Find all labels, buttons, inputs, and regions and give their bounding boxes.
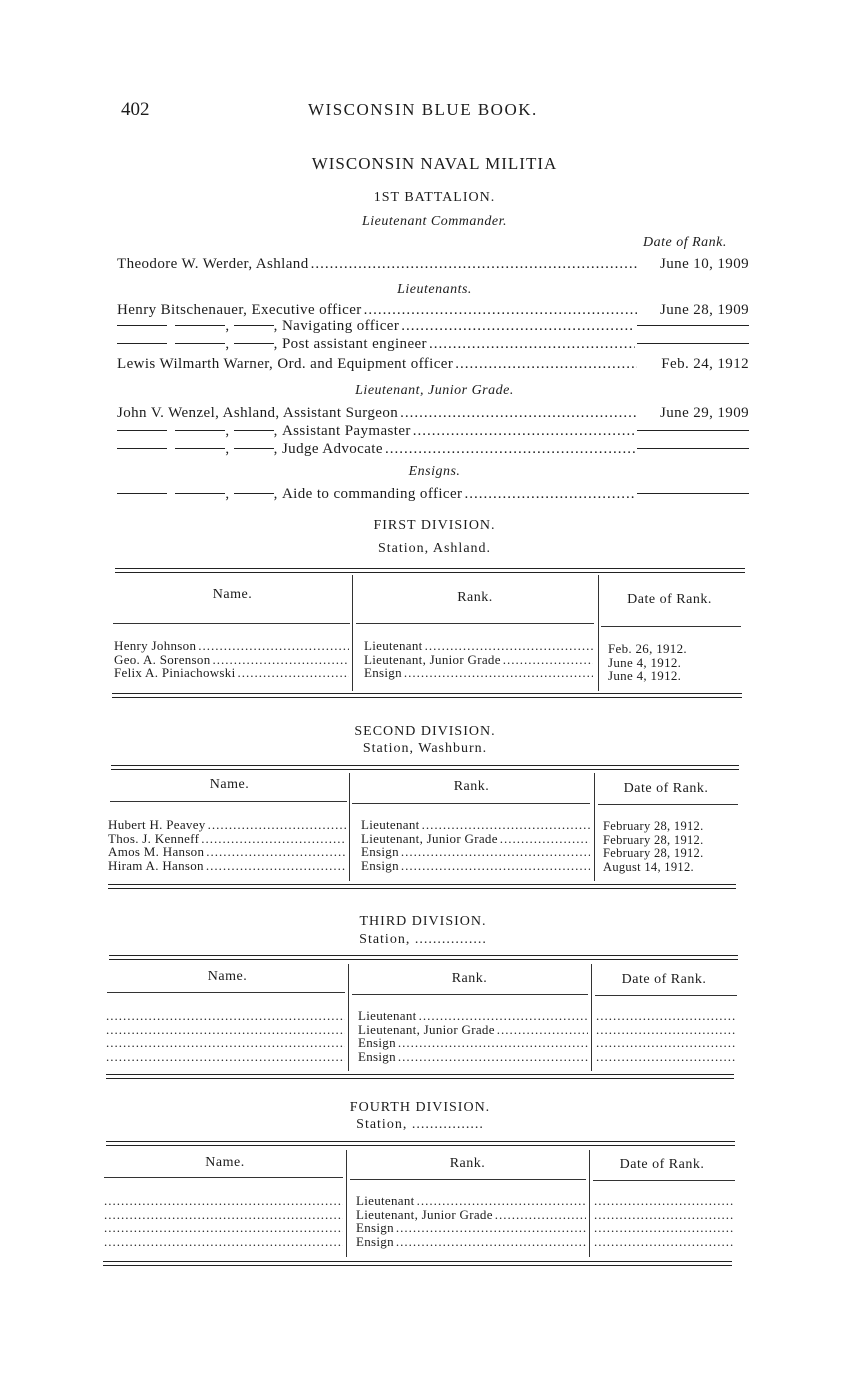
table-row: Lieutenant ..... <box>356 1194 586 1208</box>
section-lieutenants: Lieutenants. <box>397 282 472 297</box>
column-header-rank: Rank. <box>453 779 490 794</box>
column-header-name: Name. <box>209 777 250 792</box>
table-row: Lieutenant ..... <box>358 1009 588 1023</box>
officer-date: June 29, 1909 <box>660 405 749 421</box>
table-row: Ensign ..... <box>356 1235 586 1249</box>
table-row: Ensign ..... <box>358 1036 588 1050</box>
division-station: Station, Ashland. <box>377 541 492 556</box>
table-row: February 28, 1912. <box>603 819 704 833</box>
table-row: Amos M. Hanson ..... <box>108 845 346 859</box>
table-row: Ensign ..... <box>358 1050 588 1064</box>
table-row: June 4, 1912. <box>608 654 682 670</box>
section-lt-commander: Lieutenant Commander. <box>361 214 508 229</box>
name-column <box>104 1194 343 1248</box>
column-header-rank: Rank. <box>457 590 493 605</box>
table-row <box>596 1023 737 1037</box>
officer-label: Post assistant engineer <box>281 336 427 352</box>
date-column <box>603 820 737 874</box>
table-row <box>106 1036 345 1050</box>
officer-label: Theodore W. Werder, Ashland <box>117 256 309 272</box>
rank-column <box>361 818 590 872</box>
table-row: Hubert H. Peavey ..... <box>108 818 346 832</box>
table-row: Lieutenant ..... <box>361 818 590 832</box>
table-row: Ensign ..... <box>361 859 590 873</box>
table-row <box>106 1009 345 1023</box>
table-row: February 28, 1912. <box>603 846 704 860</box>
battalion-heading: 1ST BATTALION. <box>373 190 496 205</box>
date-of-rank-heading: Date of Rank. <box>643 235 727 250</box>
column-header-date: Date of Rank. <box>623 781 709 796</box>
officer-line-vacant: , , Assistant Paymaster ..... <box>117 423 749 440</box>
division-title: FIRST DIVISION. <box>373 518 496 533</box>
rank-column <box>356 1194 586 1248</box>
table-row <box>594 1235 735 1249</box>
officer-line-vacant: , , Judge Advocate ..... <box>117 441 749 458</box>
table-row: Lieutenant, Junior Grade ..... <box>358 1023 588 1037</box>
table-row <box>104 1235 343 1249</box>
table-row <box>594 1221 735 1235</box>
division-station: Station, ................ <box>356 1117 484 1132</box>
officer-label: Navigating officer <box>281 318 400 334</box>
column-header-date: Date of Rank. <box>621 972 707 987</box>
column-header-rank: Rank. <box>449 1156 486 1171</box>
officer-label: Judge Advocate <box>281 441 383 457</box>
table-row: Geo. A. Sorenson ..... <box>114 653 349 667</box>
table-row <box>596 1050 737 1064</box>
name-column <box>114 639 349 680</box>
running-title: WISCONSIN BLUE BOOK. <box>308 100 538 119</box>
table-row: Lieutenant, Junior Grade ..... <box>356 1208 586 1222</box>
column-header-date: Date of Rank. <box>619 1157 705 1172</box>
rank-column <box>364 639 593 680</box>
table-row: Hiram A. Hanson ..... <box>108 859 346 873</box>
officer-date: June 10, 1909 <box>660 256 749 272</box>
officer-label: Henry Bitschenauer, Executive officer <box>117 302 362 318</box>
division-title: SECOND DIVISION. <box>354 724 496 739</box>
table-row <box>596 1009 737 1023</box>
column-header-name: Name. <box>207 969 248 984</box>
officer-label: Assistant Paymaster <box>281 423 411 439</box>
date-column <box>594 1194 735 1248</box>
division-title: THIRD DIVISION. <box>359 914 487 929</box>
page-title: WISCONSIN NAVAL MILITIA <box>311 154 558 173</box>
date-column <box>608 642 738 683</box>
officer-line <box>117 356 749 373</box>
table-row <box>106 1023 345 1037</box>
date-column <box>596 1009 737 1063</box>
table-row: Lieutenant, Junior Grade ..... <box>361 832 590 846</box>
table-row: Thos. J. Kenneff ..... <box>108 832 346 846</box>
table-row: Henry Johnson ..... <box>114 639 349 653</box>
table-row <box>596 1036 737 1050</box>
table-row <box>104 1221 343 1235</box>
name-column <box>106 1009 345 1063</box>
officer-date: Feb. 24, 1912 <box>661 356 749 372</box>
division-title: FOURTH DIVISION. <box>349 1100 491 1115</box>
table-row <box>104 1194 343 1208</box>
column-header-name: Name. <box>205 1155 245 1170</box>
officer-label: Lewis Wilmarth Warner, Ord. and Equipment officer <box>117 356 454 372</box>
rank-column <box>358 1009 588 1063</box>
column-header-date: Date of Rank. <box>627 592 712 607</box>
page-number: 402 <box>121 99 150 120</box>
officer-line <box>117 256 749 273</box>
table-row: August 14, 1912. <box>603 859 694 874</box>
section-lt-junior: Lieutenant, Junior Grade. <box>355 383 514 398</box>
officer-label: Aide to commanding officer <box>281 486 463 502</box>
table-row: Ensign ..... <box>356 1221 586 1235</box>
officer-label: John V. Wenzel, Ashland, Assistant Surgeon <box>117 405 399 421</box>
table-row: February 28, 1912. <box>603 832 704 847</box>
table-row: Lieutenant ..... <box>364 639 593 653</box>
table-row <box>594 1194 735 1208</box>
name-column <box>108 818 346 872</box>
officer-date: June 28, 1909 <box>660 302 749 318</box>
table-row: Lieutenant, Junior Grade ..... <box>364 653 593 667</box>
table-row: Ensign ..... <box>364 666 593 680</box>
column-header-rank: Rank. <box>451 971 488 986</box>
division-station: Station, Washburn. <box>362 741 488 756</box>
column-header-name: Name. <box>212 587 253 602</box>
division-station: Station, ................ <box>359 932 487 947</box>
table-row <box>594 1208 735 1222</box>
table-row: Felix A. Piniachowski ..... <box>114 666 349 680</box>
table-row: Ensign ..... <box>361 845 590 859</box>
officer-line-vacant: , , Navigating officer ..... <box>117 318 749 335</box>
table-row: Feb. 26, 1912. <box>608 641 687 656</box>
officer-line <box>117 302 749 319</box>
table-row <box>106 1050 345 1064</box>
officer-line-vacant: , , Aide to commanding officer ..... <box>117 486 749 503</box>
officer-line <box>117 405 749 422</box>
table-row <box>104 1208 343 1222</box>
officer-line-vacant: , , Post assistant engineer ..... <box>117 336 749 353</box>
table-row: June 4, 1912. <box>608 668 682 683</box>
section-ensigns: Ensigns. <box>408 464 461 479</box>
